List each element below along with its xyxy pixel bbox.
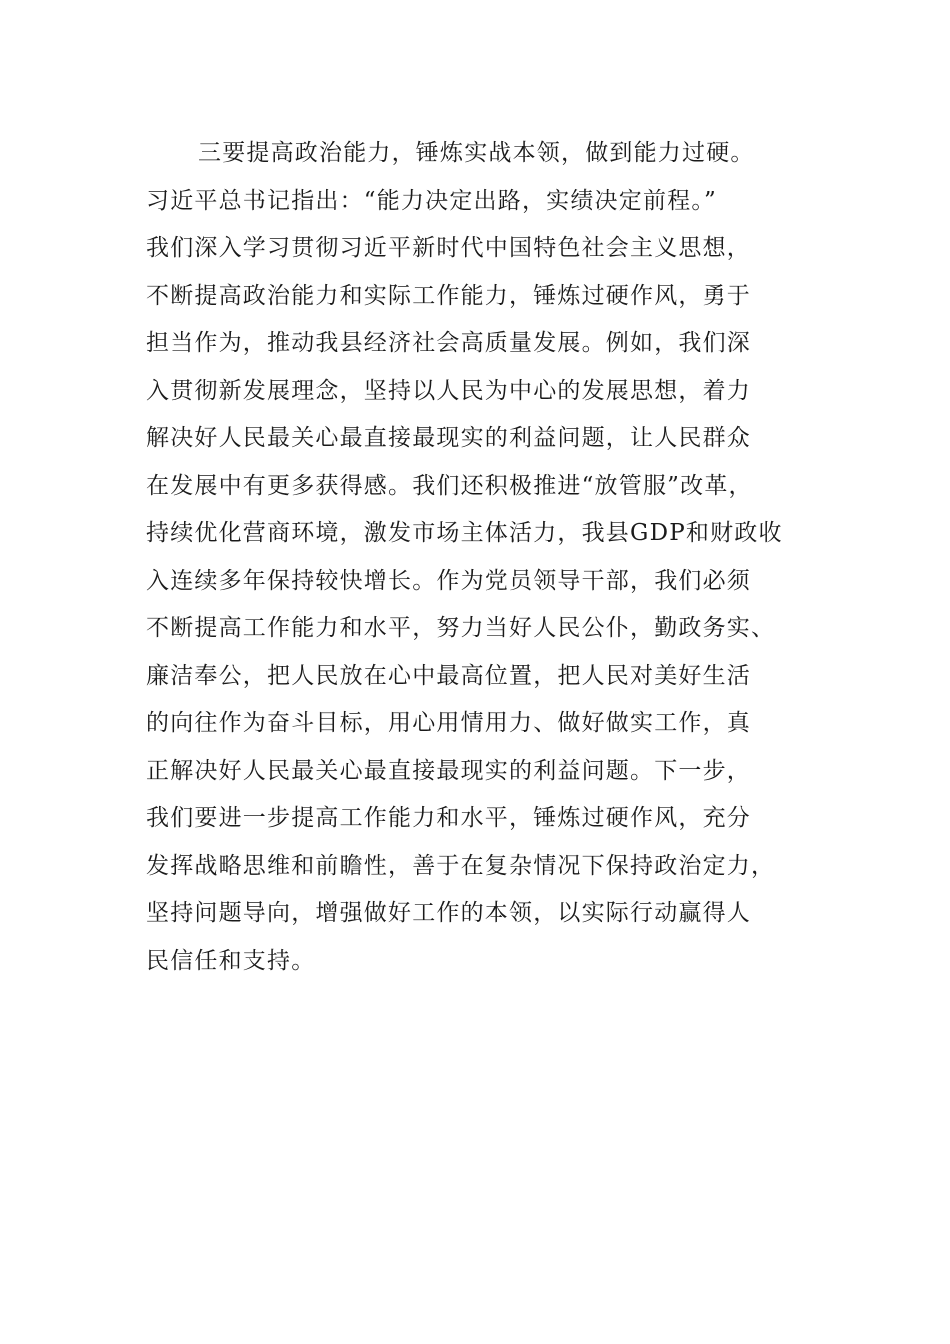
paragraph-line: 解决好人民最关心最直接最现实的利益问题，让人民群众 [146,425,751,451]
paragraph-line: 入连续多年保持较快增长。作为党员领导干部，我们必须 [146,567,751,594]
paragraph-line: 坚持问题导向，增强做好工作的本领，以实际行动赢得人 [146,900,751,926]
paragraph-line: 我们要进一步提高工作能力和水平，锤炼过硬作风，充分 [146,805,751,831]
paragraph-line: 我们深入学习贯彻习近平新时代中国特色社会主义思想， [146,235,751,261]
paragraph-line: 持续优化营商环境，激发市场主体活力，我县GDP和财政收 [146,520,783,546]
paragraph-line: 的向往作为奋斗目标，用心用情用力、做好做实工作，真 [146,710,751,736]
paragraph-line: 不断提高工作能力和水平，努力当好人民公仆，勤政务实、 [146,615,776,641]
paragraph-line: 正解决好人民最关心最直接最现实的利益问题。下一步， [146,757,751,784]
paragraph-line: 担当作为，推动我县经济社会高质量发展。例如，我们深 [146,330,751,356]
paragraph-line: 入贯彻新发展理念，坚持以人民为中心的发展思想，着力 [146,377,751,404]
paragraph-line: 廉洁奉公，把人民放在心中最高位置，把人民对美好生活 [146,662,751,689]
paragraph-line: 在发展中有更多获得感。我们还积极推进“放管服”改革， [146,472,753,499]
paragraph-line: 习近平总书记指出：“能力决定出路，实绩决定前程。” [146,187,718,214]
body-paragraph [146,130,816,985]
paragraph-line: 民信任和支持。 [146,947,316,974]
paragraph-line: 三要提高政治能力，锤炼实战本领，做到能力过硬。 [198,140,755,166]
paragraph-line: 不断提高政治能力和实际工作能力，锤炼过硬作风，勇于 [146,282,751,309]
paragraph-line: 发挥战略思维和前瞻性，善于在复杂情况下保持政治定力， [146,852,776,879]
